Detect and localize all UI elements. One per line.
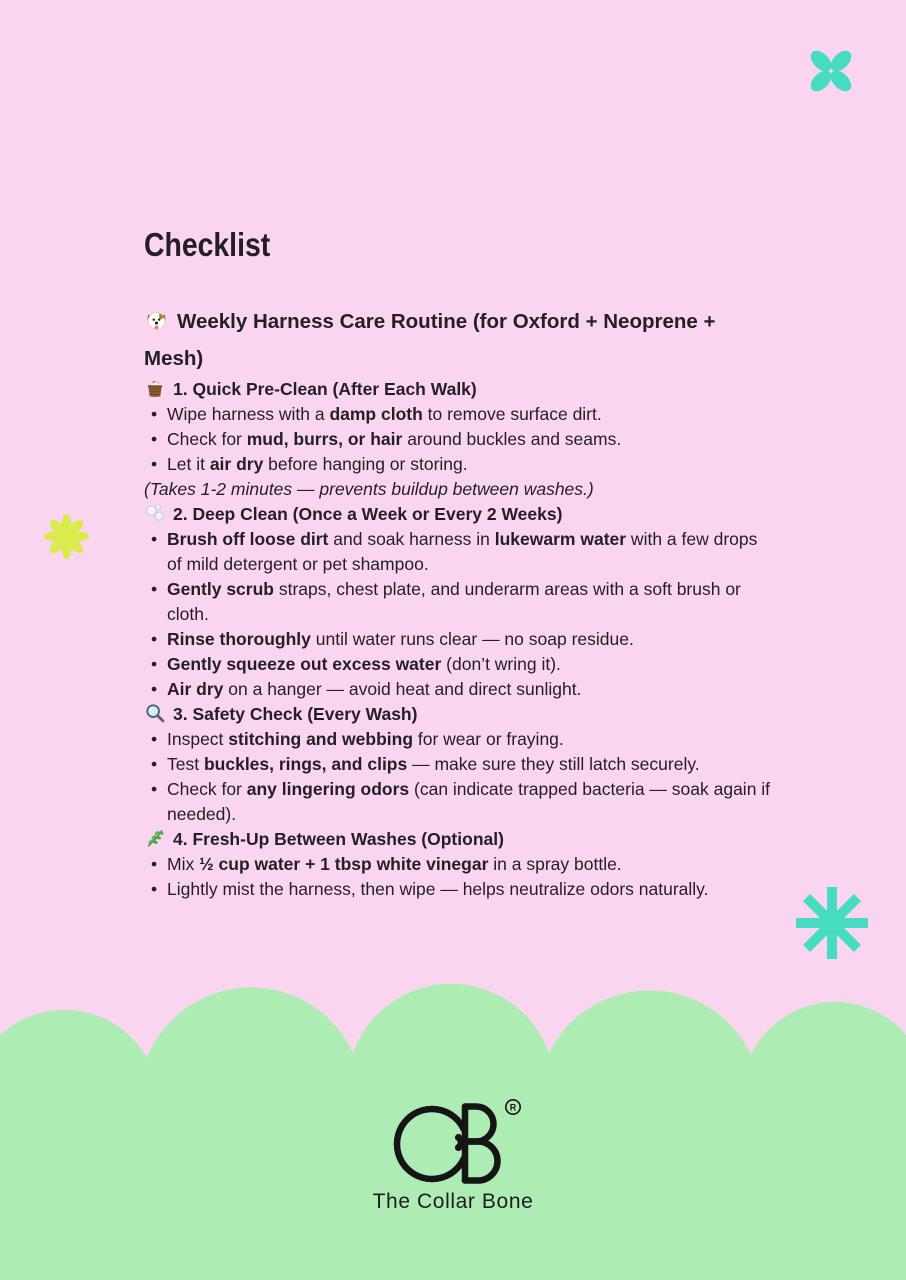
collar-bone-logo <box>363 1086 543 1206</box>
checklist-body <box>144 303 772 902</box>
page-title: Checklist <box>144 226 271 264</box>
section-note: (Takes 1-2 minutes — prevents buildup between washes.) <box>144 479 594 499</box>
section-heading <box>144 502 772 527</box>
x-flower-icon <box>806 46 856 96</box>
checklist-item: • Mix ½ cup water + 1 tbsp white vinegar in a spray bottle. <box>144 852 772 877</box>
section-bullet-list <box>144 852 772 902</box>
checklist-item: • Check for any lingering odors (can indicate trapped bacteria — soak again if needed). <box>144 777 772 827</box>
checklist-title-text: Weekly Harness Care Routine (for Oxford + Neoprene + Mesh) <box>144 310 716 370</box>
section-heading-text: 2. Deep Clean (Once a Week or Every 2 Weeks) <box>173 504 563 524</box>
basket-icon <box>144 377 166 399</box>
checklist-item: • Gently scrub straps, chest plate, and underarm areas with a soft brush or cloth. <box>144 577 772 627</box>
checklist-title <box>144 303 772 377</box>
herb-icon <box>144 827 166 849</box>
section-heading <box>144 377 772 402</box>
checklist-item: • Wipe harness with a damp cloth to remove surface dirt. <box>144 402 772 427</box>
registered-mark-icon <box>506 1100 520 1114</box>
checklist-item: • Check for mud, burrs, or hair around buckles and seams. <box>144 427 772 452</box>
checklist-item: • Air dry on a hanger — avoid heat and direct sunlight. <box>144 677 772 702</box>
checklist-item: • Rinse thoroughly until water runs clear — no soap residue. <box>144 627 772 652</box>
bubbles-icon <box>144 502 166 524</box>
section-heading-text: 1. Quick Pre-Clean (After Each Walk) <box>173 379 477 399</box>
section-bullet-list <box>144 402 772 477</box>
section-heading-text: 4. Fresh-Up Between Washes (Optional) <box>173 829 504 849</box>
checklist-item: • Gently squeeze out excess water (don’t wring it). <box>144 652 772 677</box>
section-heading-text: 3. Safety Check (Every Wash) <box>173 704 418 724</box>
section-heading <box>144 827 772 852</box>
section-heading <box>144 702 772 727</box>
svg-text:R: R <box>509 1102 517 1113</box>
dog-icon <box>144 308 169 333</box>
section-bullet-list <box>144 527 772 702</box>
checklist-item: • Inspect stitching and webbing for wear or fraying. <box>144 727 772 752</box>
checklist-item: • Let it air dry before hanging or storing. <box>144 452 772 477</box>
section-bullet-list <box>144 727 772 827</box>
brand-name: The Collar Bone <box>372 1190 534 1213</box>
flower-asterisk-icon <box>43 513 90 560</box>
checklist-sections <box>144 377 772 902</box>
logo-letter-c <box>397 1109 464 1179</box>
checklist-item: • Brush off loose dirt and soak harness in lukewarm water with a few drops of mild detergent or pet shampoo. <box>144 527 772 577</box>
magnifier-icon <box>144 702 166 724</box>
checklist-item: • Test buckles, rings, and clips — make sure they still latch securely. <box>144 752 772 777</box>
asterisk-icon <box>794 885 870 961</box>
checklist-item: • Lightly mist the harness, then wipe — helps neutralize odors naturally. <box>144 877 772 902</box>
